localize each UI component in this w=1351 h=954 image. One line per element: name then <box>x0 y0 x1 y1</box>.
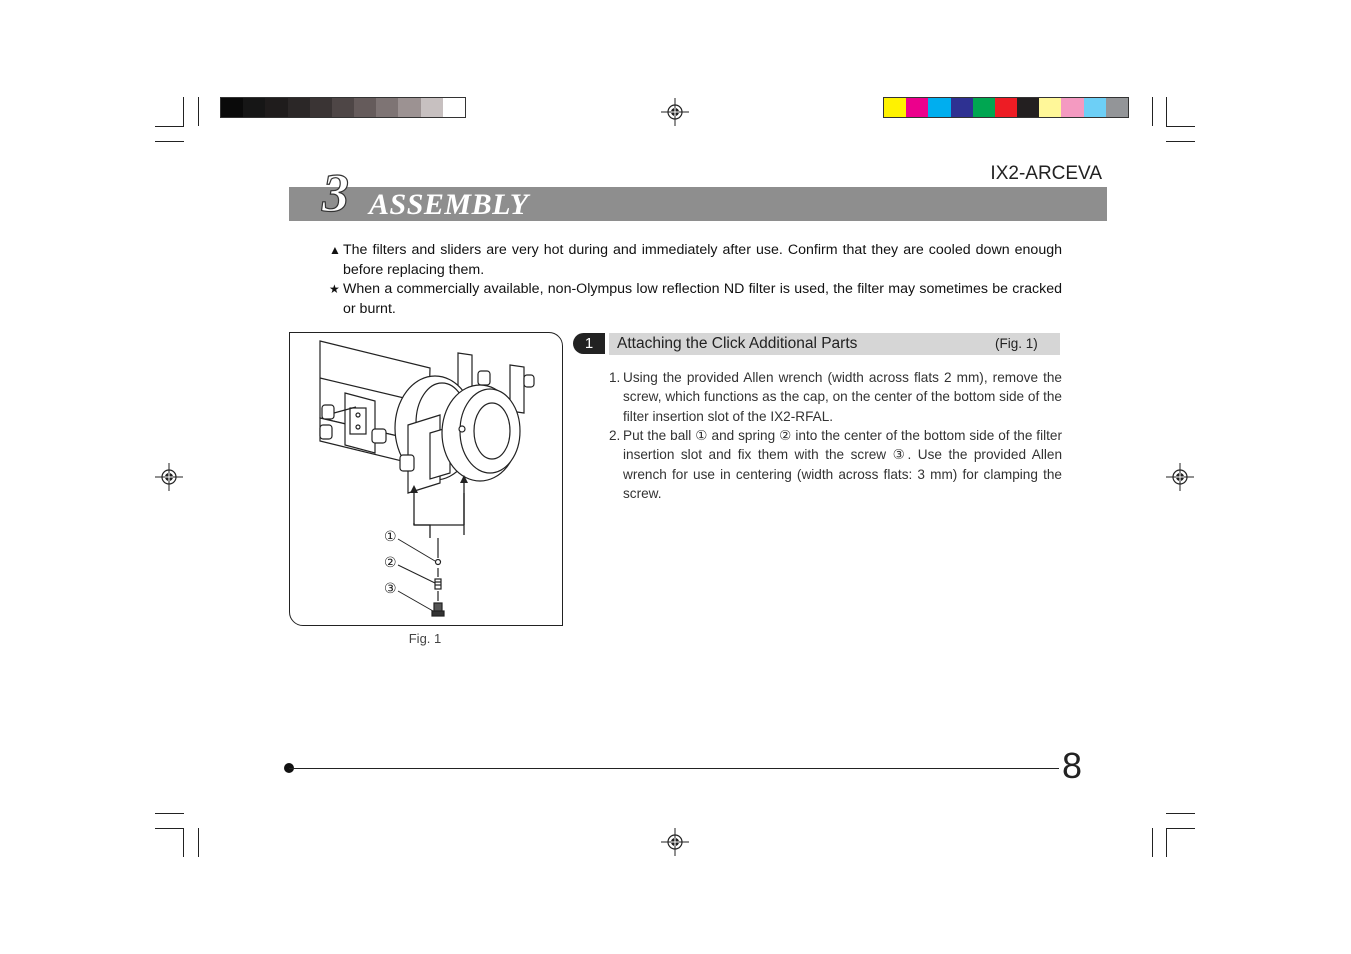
color-swatch <box>928 98 950 117</box>
model-name: IX2-ARCEVA <box>990 163 1102 184</box>
figure-caption: Fig. 1 <box>408 631 442 646</box>
color-swatch <box>1106 98 1128 117</box>
color-swatch <box>995 98 1017 117</box>
color-swatch <box>1039 98 1061 117</box>
gray-swatch <box>376 98 398 117</box>
gray-swatch <box>421 98 443 117</box>
grayscale-bar <box>220 97 466 118</box>
gray-swatch <box>354 98 376 117</box>
color-swatch <box>884 98 906 117</box>
registration-mark-icon <box>155 463 183 491</box>
caution-note <box>329 241 1062 280</box>
gray-swatch <box>265 98 287 117</box>
gray-swatch <box>398 98 420 117</box>
color-swatch <box>1061 98 1083 117</box>
footer-rule <box>289 768 1059 769</box>
figure-1 <box>289 332 563 626</box>
instruction-number: 2. <box>609 428 621 443</box>
instruction-item <box>609 368 1062 426</box>
color-calibration-bar <box>883 97 1129 118</box>
color-swatch <box>1084 98 1106 117</box>
instruction-text: Put the ball ① and spring ② into the center of the bottom side of the filter insertion slot and fix them with the screw ③. Use the provided Allen wrench for use in centering (width across flats: 3 mm) for clamping the screw. <box>623 428 1062 501</box>
registration-mark-icon <box>661 98 689 126</box>
section-title: ASSEMBLY <box>369 188 529 221</box>
gray-swatch <box>332 98 354 117</box>
page-number: 8 <box>1062 745 1083 786</box>
gray-swatch <box>288 98 310 117</box>
callout-2: ② <box>384 555 397 571</box>
color-swatch <box>951 98 973 117</box>
color-swatch <box>1017 98 1039 117</box>
instruction-text: Using the provided Allen wrench (width across flats 2 mm), remove the screw, which functions as the cap, on the center of the bottom side of the filter insertion slot of the IX2-RFAL. <box>623 370 1062 424</box>
color-swatch <box>906 98 928 117</box>
caution-note-text: The filters and sliders are very hot during and immediately after use. Confirm that they are cooled down enough before replacing them. <box>343 242 1062 278</box>
gray-swatch <box>310 98 332 117</box>
color-swatch <box>973 98 995 117</box>
gray-swatch <box>443 98 465 117</box>
gray-swatch <box>243 98 265 117</box>
star-note <box>329 280 1062 319</box>
instruction-item <box>609 426 1062 503</box>
registration-mark-icon <box>661 828 689 856</box>
callout-1: ① <box>384 529 397 545</box>
star-note-text: When a commercially available, non-Olympus low reflection ND filter is used, the filter may sometimes be cracked or burnt. <box>343 281 1062 317</box>
star-icon: ★ <box>329 282 340 296</box>
step-number-badge: 1 <box>573 333 605 354</box>
warning-icon: ▲ <box>329 243 341 257</box>
assembly-illustration <box>290 333 563 626</box>
callout-3: ③ <box>384 581 397 597</box>
step-figure-ref: (Fig. 1) <box>995 336 1038 351</box>
section-number: 3 <box>322 163 349 223</box>
gray-swatch <box>221 98 243 117</box>
step-title: Attaching the Click Additional Parts <box>617 335 858 352</box>
registration-mark-icon <box>1166 463 1194 491</box>
instruction-number: 1. <box>609 370 621 385</box>
